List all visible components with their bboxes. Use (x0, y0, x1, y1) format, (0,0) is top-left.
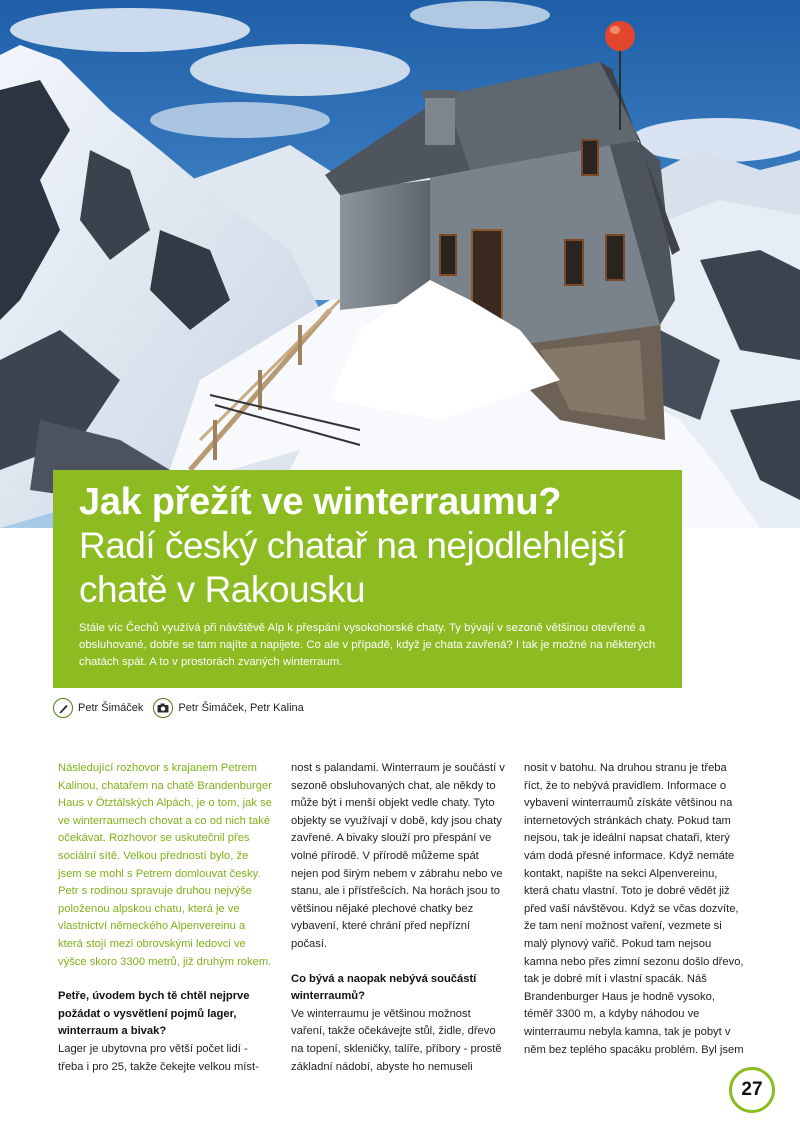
title-block (53, 470, 682, 688)
interview-answer: Lager je ubytovna pro větší počet lidí - třeba i pro 25, takže čekejte velkou míst- (58, 1042, 259, 1073)
article-subtitle: Radí český chatař na nejodlehlejší chatě v Rakousku (79, 525, 626, 610)
author-name: Petr Šimáček (78, 702, 144, 714)
text-column-1 (58, 760, 272, 1076)
interview-answer: Ve winterraumu je většinou možnost vaření, takže očekávejte stůl, židle, dřevo na topení, skleničky, talíře, příbory - prostě základní nádobí, abyste ho nemuseli (291, 1007, 502, 1073)
page-number: 27 (729, 1067, 775, 1113)
interview-question: Co bývá a naopak nebývá součástí winterraumů? (291, 972, 477, 1003)
article-heading: Jak přežít ve winterraumu? (79, 481, 562, 523)
credits (53, 696, 304, 720)
text-column-3 (524, 760, 744, 1059)
intro-paragraph: Následující rozhovor s krajanem Petrem Kalinou, chatařem na chatě Brandenburger Haus v Ötztálských Alpách, je o tom, jak se ve winterraumech chovat a co od nich také očekávat. Rozhovor se uskutečnil přes sociální sítě. Velkou předností bylo, že jsem se mohl s Petrem domlouvat česky. Petr s rodinou spravuje druhou nejvýše položenou alpskou chatu, která je ve vlastnictví německého Alpenvereinu a která stojí mezi obrovskými ledovci ve výšce skoro 3300 metrů, již druhým rokem. (58, 762, 272, 968)
article-lead: Stále víc Čechů využívá při návštěvě Alp k přespání vysokohorské chaty. Ty bývají v sezoně většinou otevřené a obsluhované, dobře se tam najíte a napijete. Co ale v případě, když je chata zavřená? I tak je možné na některých chatách spát. A to v prostorách zvaných winterraum. (79, 622, 656, 668)
pen-icon (53, 698, 73, 718)
mountain-hut-illustration (0, 0, 800, 528)
camera-icon (153, 698, 173, 718)
text-column-2 (291, 760, 506, 1076)
photographer-names: Petr Šimáček, Petr Kalina (178, 702, 304, 714)
body-paragraph: nost s palandami. Winterraum je součástí v sezoně obsluhovaných chat, ale někdy to může být i menší objekt vedle chaty. Tyto objekty se využívají v době, kdy jsou chaty zavřené. A bivaky slouží pro přespání ve volné přírodě. V přírodě můžeme spát nejen pod širým nebem v zábrahu nebo ve stanu, ale i přístřešcích. Na horách jsou to většinou nějaké plechové chatky bez vybavení, které chrání před nepřízní počasí. (291, 762, 505, 950)
hero-photo (0, 0, 800, 528)
interview-question: Petře, úvodem bych tě chtěl nejprve požádat o vysvětlení pojmů lager, winterraum a bivak? (58, 990, 250, 1038)
body-paragraph: nosit v batohu. Na druhou stranu je třeba říct, že to nebývá pravidlem. Informace o vybavení winterraumů získáte většinou na internetových stránkách chaty. Pokud tam nejsou, tak je ideální napsat chataři, který vám dodá přesné informace. Když nemáte kontakt, napište na sekci Alpenvereinu, která chatu vlastní. Toto je dobré vědět již před vaší návštěvou. Když se včas dozvíte, že tam není možnost vaření, vezmete si malý plynový vařič. Pokud tam nejsou kamna nebo přes zimní sezonu došlo dřevo, tak je dobré mít i vlastní spacák. Náš Brandenburger Haus je hodně vysoko, téměř 3300 m, a kdyby náhodou ve winterraumu nebyla kamna, tak je pobyt v něm bez teplého spacáku problém. Byl jsem (524, 762, 744, 1056)
